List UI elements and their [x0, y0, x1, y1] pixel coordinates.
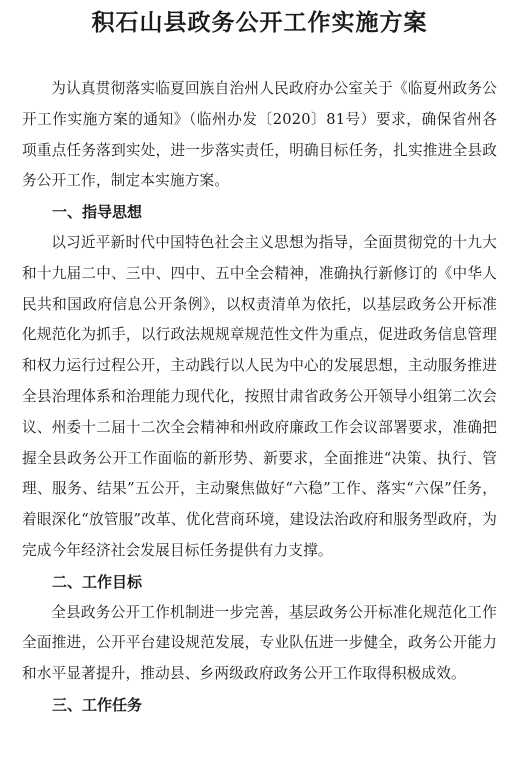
section-heading-guiding-ideology: 一、指导思想	[52, 203, 143, 222]
document-title: 积石山县政务公开工作实施方案	[91, 9, 428, 36]
section-body-work-goals: 全县政务公开工作机制进一步完善，基层政务公开标准化规范化工作全面推进，公开平台建设规范发展，专业队伍进一步健全，政务公开能力和水平显著提升，推动县、乡两级政府政务公开工作取得积极成效。	[22, 603, 497, 683]
section-body-guiding-ideology: 以习近平新时代中国特色社会主义思想为指导，全面贯彻党的十九大和十九届二中、三中、四中、五中全会精神，准确执行新修订的《中华人民共和国政府信息公开条例》，以权责清单为依托，以基层政务公开标准化规范化为抓手，以行政法规规章规范性文件为重点，促进政务信息管理和权力运行过程公开，主动践行以人民为中心的发展思想，主动服务推进全县治理体系和治理能力现代化，按照甘肃省政务公开领导小组第二次会议、州委十二届十二次全会精神和州政府廉政工作会议部署要求，准确把握全县政务公开工作面临的新形势、新要求，全面推进“决策、执行、管理、服务、结果”五公开，主动聚焦做好“六稳”工作、落实“六保”任务，着眼深化“放管服”改革、优化营商环境，建设法治政府和服务型政府，为完成今年经济社会发展目标任务提供有力支撑。	[22, 233, 497, 559]
section-heading-work-tasks: 三、工作任务	[52, 695, 143, 714]
intro-paragraph: 为认真贯彻落实临夏回族自治州人民政府办公室关于《临夏州政务公开工作实施方案的通知》（临州办发〔2020〕81号）要求，确保省州各项重点任务落到实处，进一步落实责任，明确目标任务，扎实推进全县政务公开工作，制定本实施方案。	[22, 80, 497, 190]
section-heading-work-goals: 二、工作目标	[52, 572, 143, 591]
